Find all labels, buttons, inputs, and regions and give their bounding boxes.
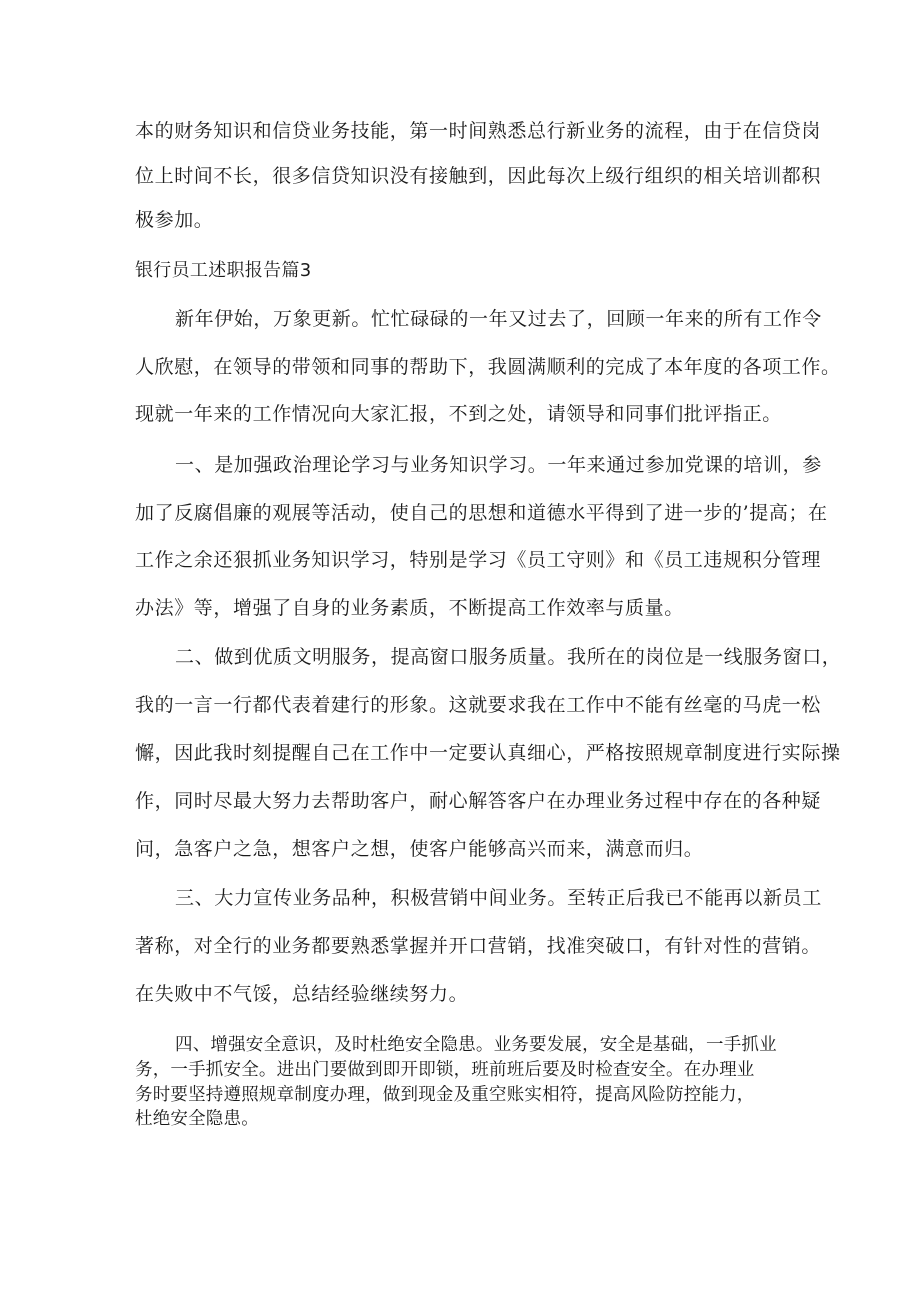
para1-line-3: 工作之余还狠抓业务知识学习，特别是学习《员工守则》和《员工违规积分管理 (135, 549, 822, 571)
continuation-line-1: 本的财务知识和信贷业务技能，第一时间熟悉总行新业务的流程，由于在信贷岗 (135, 120, 822, 142)
para2-line-3: 懈，因此我时刻提醒自己在工作中一定要认真细心，严格按照规章制度进行实际操 (135, 742, 841, 764)
para1-line-2: 加了反腐倡廉的观展等活动，使自己的思想和道德水平得到了进一步的’提高；在 (135, 502, 828, 524)
para4-line-1: 四、增强安全意识，及时杜绝安全隐患。业务要发展，安全是基础，一手抓业 (175, 1035, 777, 1055)
para3-line-1: 三、大力宣传业务品种，积极营销中间业务。至转正后我已不能再以新员工 (175, 887, 822, 909)
section-title: 银行员工述职报告篇3 (135, 260, 312, 281)
intro-line-2: 人欣慰，在领导的带领和同事的帮助下，我圆满顺利的完成了本年度的各项工作。 (135, 356, 841, 378)
intro-line-3: 现就一年来的工作情况向大家汇报，不到之处，请领导和同事们批评指正。 (135, 403, 782, 425)
intro-line-1: 新年伊始，万象更新。忙忙碌碌的一年又过去了，回顾一年来的所有工作令 (175, 308, 822, 330)
para2-line-2: 我的一言一行都代表着建行的形象。这就要求我在工作中不能有丝毫的马虎一松 (135, 694, 822, 716)
para2-line-5: 问，急客户之急，想客户之想，使客户能够高兴而来，满意而归。 (135, 838, 704, 860)
para4-line-2: 务，一手抓安全。进出门要做到即开即锁，班前班后要及时检查安全。在办理业 (135, 1060, 755, 1080)
para3-line-2: 著称，对全行的业务都要熟悉掌握并开口营销，找准突破口，有针对性的营销。 (135, 935, 822, 957)
para4-line-4: 杜绝安全隐患。 (135, 1109, 259, 1129)
para1-line-1: 一、是加强政治理论学习与业务知识学习。一年来通过参加党课的培训，参 (175, 454, 822, 476)
para2-line-4: 作，同时尽最大努力去帮助客户，耐心解答客户在办理业务过程中存在的各种疑 (135, 790, 822, 812)
continuation-line-3: 极参加。 (135, 209, 214, 231)
para4-line-3: 务时要坚持遵照规章制度办理，做到现金及重空账实相符，提高风险防控能力， (135, 1085, 755, 1105)
para3-line-3: 在失败中不气馁，总结经验继续努力。 (135, 983, 469, 1005)
para2-line-1: 二、做到优质文明服务，提高窗口服务质量。我所在的岗位是一线服务窗口， (175, 646, 842, 668)
continuation-line-2: 位上时间不长，很多信贷知识没有接触到，因此每次上级行组织的相关培训都积 (135, 165, 822, 187)
para1-line-4: 办法》等，增强了自身的业务素质，不断提高工作效率与质量。 (135, 597, 684, 619)
